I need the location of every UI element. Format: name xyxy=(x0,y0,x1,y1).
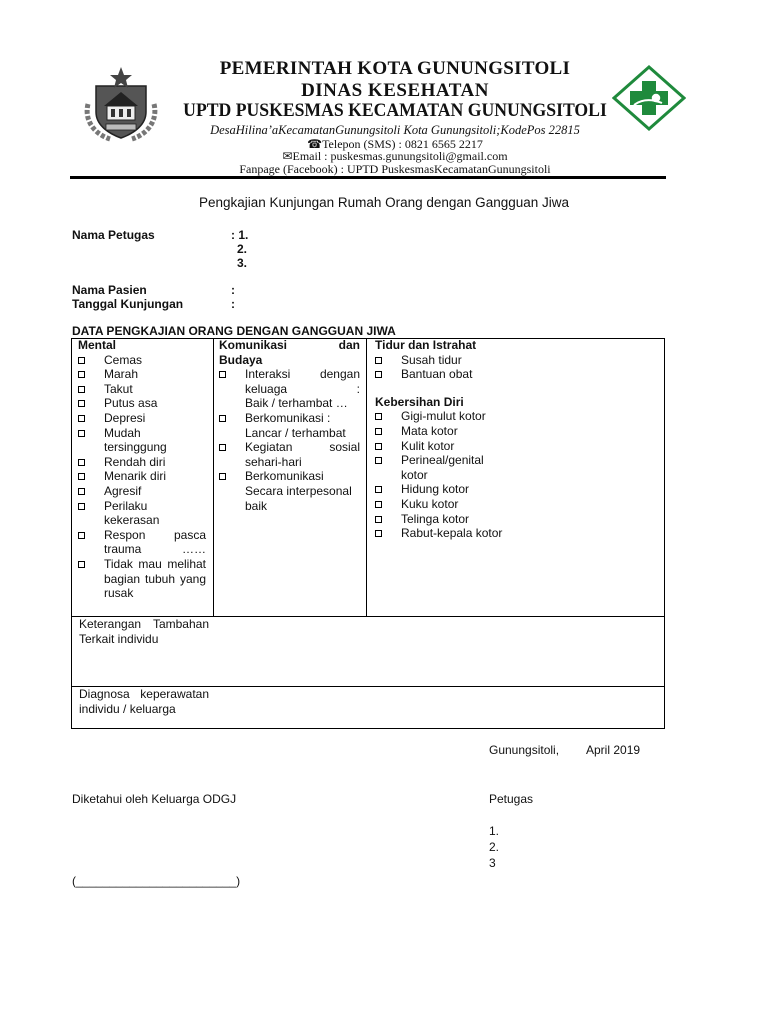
tanggal-value: : xyxy=(231,297,235,311)
checkbox[interactable] xyxy=(219,444,226,451)
footer-place: Gunungsitoli, xyxy=(489,743,560,757)
komunikasi-column: Komunikasi dan Budaya Interaksi dengan keluaga : Baik / terhambat … Berkomunikasi : Lancar / terhambat Kegiatan sosial sehari-hari Berkomunikasi Secara interpesonal baik xyxy=(219,338,360,513)
city-crest-logo xyxy=(80,64,162,142)
checkbox[interactable] xyxy=(78,415,85,422)
checkbox[interactable] xyxy=(219,473,226,480)
kebersihan-item[interactable]: Rabut-kepala kotor xyxy=(375,526,660,541)
mental-item[interactable]: Rendah diri xyxy=(78,455,206,470)
checkbox[interactable] xyxy=(78,400,85,407)
footer-signer-2: 2. xyxy=(489,840,500,854)
tanggal-label: Tanggal Kunjungan xyxy=(72,297,184,311)
petugas-item-2: 2. xyxy=(237,242,248,256)
petugas-item-1: : 1. xyxy=(231,228,249,242)
checkbox[interactable] xyxy=(78,371,85,378)
checkbox[interactable] xyxy=(375,371,382,378)
header-phone: ☎Telepon (SMS) : 0821 6565 2217 xyxy=(307,137,483,151)
tidur-column xyxy=(375,338,660,541)
footer-date: April 2019 xyxy=(586,743,641,757)
mental-heading: Mental xyxy=(78,338,117,352)
mental-item[interactable]: Tidak mau melihat bagian tubuh yang rusak xyxy=(78,557,206,601)
envelope-icon: ✉ xyxy=(282,149,293,163)
kebersihan-item[interactable]: Gigi-mulut kotor xyxy=(375,409,660,424)
header-email: ✉Email : puskesmas.gunungsitoli@gmail.com xyxy=(282,149,508,163)
checkbox[interactable] xyxy=(78,532,85,539)
diagnosa-cell[interactable]: Diagnosa keperawatan individu / keluarga xyxy=(79,687,209,716)
kebersihan-item[interactable]: Mata kotor xyxy=(375,424,660,439)
puskesmas-logo xyxy=(612,65,686,131)
header-fanpage: Fanpage (Facebook) : UPTD PuskesmasKecamatanGunungsitoli xyxy=(239,162,551,176)
phone-icon: ☎ xyxy=(307,137,323,151)
komunikasi-item[interactable]: Berkomunikasi Secara interpesonal baik xyxy=(219,469,360,513)
mental-item[interactable]: Mudah tersinggung xyxy=(78,426,174,455)
komunikasi-item[interactable]: Kegiatan sosial sehari-hari xyxy=(219,440,360,469)
mental-item[interactable]: Putus asa xyxy=(78,396,206,411)
komunikasi-item[interactable]: Berkomunikasi : Lancar / terhambat xyxy=(219,411,360,440)
checkbox[interactable] xyxy=(375,357,382,364)
petugas-label: Nama Petugas xyxy=(72,228,155,242)
kebersihan-heading: Kebersihan Diri xyxy=(375,394,464,409)
table-col-divider-1 xyxy=(213,338,214,616)
mental-item[interactable]: Marah xyxy=(78,367,206,382)
checkbox[interactable] xyxy=(219,415,226,422)
checkbox[interactable] xyxy=(78,488,85,495)
tidur-item[interactable]: Bantuan obat xyxy=(375,367,660,382)
komunikasi-item[interactable]: Interaksi dengan keluaga : Baik / terhambat … xyxy=(219,367,360,411)
keterangan-cell[interactable]: Keterangan Tambahan Terkait individu xyxy=(79,617,209,646)
mental-item[interactable]: Respon pasca trauma …… xyxy=(78,528,206,557)
checkbox[interactable] xyxy=(375,530,382,537)
pasien-value: : xyxy=(231,283,235,297)
footer-petugas: Petugas xyxy=(489,792,534,806)
mental-item[interactable]: Menarik diri xyxy=(78,469,206,484)
checkbox[interactable] xyxy=(78,459,85,466)
checkbox[interactable] xyxy=(78,386,85,393)
form-title: Pengkajian Kunjungan Rumah Orang dengan Gangguan Jiwa xyxy=(198,195,570,210)
checkbox[interactable] xyxy=(375,457,382,464)
footer-signer-1: 1. xyxy=(489,824,500,838)
header-unit: UPTD PUSKESMAS KECAMATAN GUNUNGSITOLI xyxy=(183,100,607,121)
mental-item[interactable]: Agresif xyxy=(78,484,206,499)
table-col-divider-2 xyxy=(366,338,367,616)
mental-item[interactable]: Depresi xyxy=(78,411,206,426)
checkbox[interactable] xyxy=(219,371,226,378)
checkbox[interactable] xyxy=(375,486,382,493)
pasien-label: Nama Pasien xyxy=(72,283,147,297)
komunikasi-heading: Komunikasi dan xyxy=(219,338,360,352)
checkbox[interactable] xyxy=(78,473,85,480)
mental-item[interactable]: Cemas xyxy=(78,353,206,368)
mental-column xyxy=(78,338,206,601)
header-divider xyxy=(70,176,666,179)
mental-item[interactable]: Takut xyxy=(78,382,206,397)
kebersihan-item[interactable]: Hidung kotor xyxy=(375,482,660,497)
petugas-item-3: 3. xyxy=(237,256,248,270)
tidur-heading: Tidur dan Istrahat xyxy=(375,338,477,352)
checkbox[interactable] xyxy=(375,501,382,508)
mental-item[interactable]: Perilaku kekerasan xyxy=(78,499,174,528)
checkbox[interactable] xyxy=(78,430,85,437)
checkbox[interactable] xyxy=(78,561,85,568)
tidur-item[interactable]: Susah tidur xyxy=(375,353,660,368)
checkbox[interactable] xyxy=(375,413,382,420)
checkbox[interactable] xyxy=(78,503,85,510)
signature-line: (________________________) xyxy=(72,874,241,888)
header-government: PEMERINTAH KOTA GUNUNGSITOLI xyxy=(219,58,571,79)
kebersihan-item[interactable]: Kuku kotor xyxy=(375,497,660,512)
kebersihan-item[interactable]: Kulit kotor xyxy=(375,439,660,454)
checkbox[interactable] xyxy=(78,357,85,364)
checkbox[interactable] xyxy=(375,443,382,450)
checkbox[interactable] xyxy=(375,428,382,435)
footer-signer-3: 3 xyxy=(489,856,496,870)
footer-keluarga: Diketahui oleh Keluarga ODGJ xyxy=(72,792,237,806)
kebersihan-item[interactable]: Telinga kotor xyxy=(375,512,660,527)
section-title: DATA PENGKAJIAN ORANG DENGAN GANGGUAN JIWA xyxy=(72,324,396,338)
header-address: DesaHilina’aKecamatanGunungsitoli Kota Gunungsitoli;KodePos 22815 xyxy=(210,123,580,137)
checkbox[interactable] xyxy=(375,516,382,523)
header-agency: DINAS KESEHATAN xyxy=(301,80,489,101)
kebersihan-item[interactable]: Perineal/genital kotor xyxy=(375,453,501,482)
